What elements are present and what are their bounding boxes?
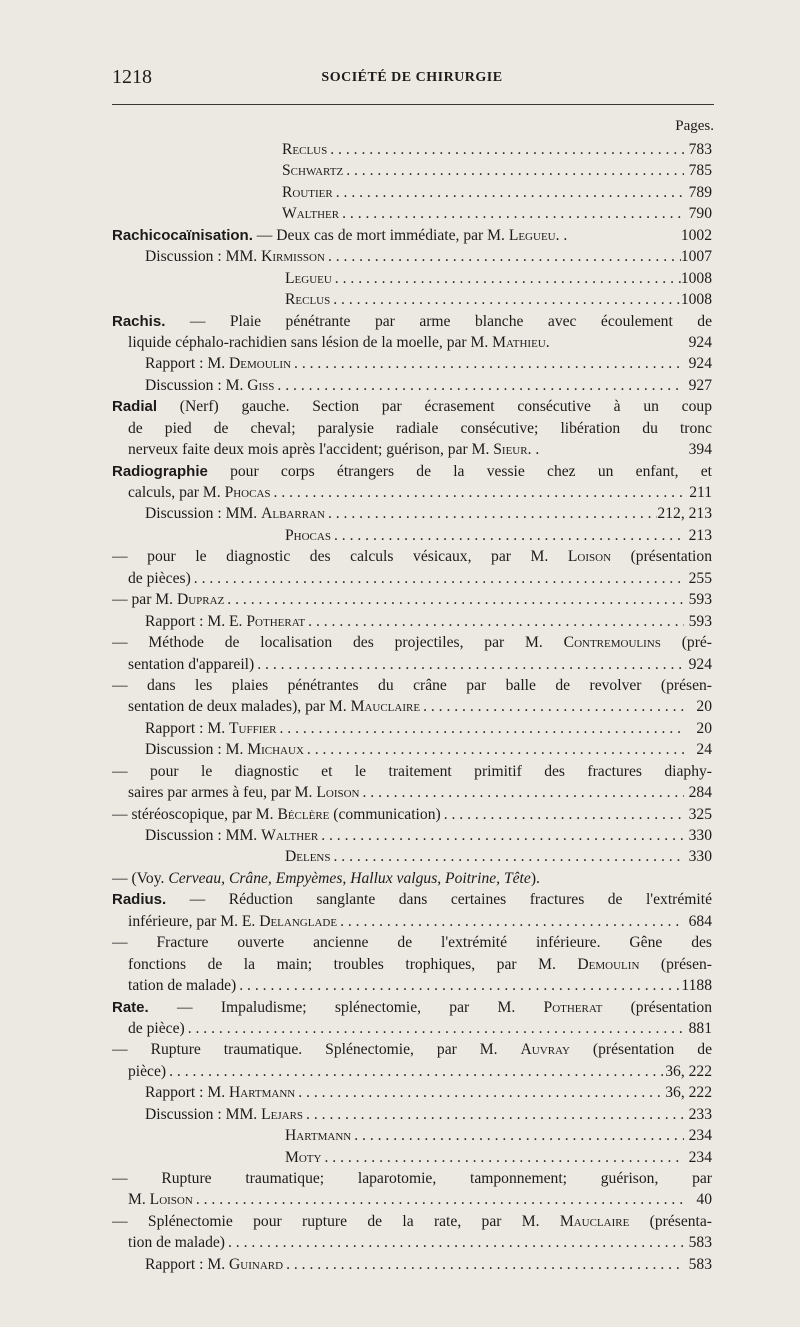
entry-fragment: Rapport : M. xyxy=(145,1255,230,1273)
dot-leader xyxy=(283,1254,684,1275)
entry-text xyxy=(282,139,327,160)
dot-leader xyxy=(359,782,684,803)
entry-fragment: (Nerf) gauche. Section par écrasement consécutive à un coup xyxy=(157,398,712,416)
dot-leader xyxy=(321,1147,684,1168)
index-text-line xyxy=(112,675,712,696)
entry-heading: Radiographie xyxy=(112,462,208,480)
author-name: Giss xyxy=(247,376,275,394)
entry-fragment: — stéréoscopique, par M. xyxy=(112,805,278,823)
author-name: Albarran xyxy=(261,505,325,523)
dot-leader xyxy=(224,589,684,610)
dot-leader xyxy=(274,375,684,396)
entry-fragment: tation de malade) xyxy=(128,977,237,995)
entry-text xyxy=(145,1254,283,1275)
index-text-line xyxy=(112,311,712,332)
author-name: Potherat xyxy=(543,998,603,1016)
entry-text xyxy=(282,203,339,224)
index-entry-line xyxy=(112,482,712,503)
entry-fragment: Discussion : MM. xyxy=(145,248,262,266)
entry-text xyxy=(145,503,325,524)
index-entry-line xyxy=(112,203,712,224)
pages-column-label: Pages. xyxy=(675,118,714,134)
page-number: 1218 xyxy=(112,66,152,88)
author-name: Mauclaire xyxy=(350,698,421,716)
author-name: Delens xyxy=(285,848,331,866)
entry-fragment: Discussion : M. xyxy=(145,376,248,394)
entry-fragment: tion de malade) xyxy=(128,1234,225,1252)
page-reference: 583 xyxy=(688,1255,712,1273)
entry-text xyxy=(145,1104,303,1125)
index-entry-line xyxy=(112,846,712,867)
index-text-line xyxy=(112,546,712,567)
page-reference: 212, 213 xyxy=(657,505,712,523)
index-entry-line xyxy=(112,975,712,996)
entry-fragment: . xyxy=(545,333,550,351)
entry-fragment: Rapport : M. xyxy=(145,355,230,373)
author-name: Mauclaire xyxy=(559,1212,630,1230)
entry-heading: Radial xyxy=(112,398,158,416)
entry-fragment: Rapport : M. xyxy=(145,1084,230,1102)
entry-text xyxy=(128,1061,166,1082)
entry-text xyxy=(285,525,331,546)
dot-leader xyxy=(327,139,684,160)
index-entry-line xyxy=(112,911,712,932)
index-entry-line xyxy=(112,182,712,203)
dot-leader xyxy=(225,1232,684,1253)
header-rule xyxy=(112,104,714,105)
author-name: Kirmisson xyxy=(261,248,325,266)
entry-text xyxy=(112,1041,712,1058)
index-text-line xyxy=(112,954,712,975)
page-reference: 325 xyxy=(688,805,712,823)
dot-leader xyxy=(295,1082,665,1103)
entry-text xyxy=(128,654,254,675)
author-name: Michaux xyxy=(247,741,304,759)
dot-leader xyxy=(351,1125,684,1146)
dot-leader xyxy=(305,611,684,632)
page-reference: 1008 xyxy=(680,291,712,309)
index-text-line xyxy=(112,997,712,1018)
dot-leader xyxy=(254,654,684,675)
dot-leader xyxy=(332,268,681,289)
entry-text xyxy=(112,763,712,780)
author-name: Potherat xyxy=(246,612,306,630)
index-entry-line xyxy=(112,1147,712,1168)
dot-leader xyxy=(339,203,684,224)
page-reference: 330 xyxy=(688,848,712,866)
entry-text xyxy=(128,782,359,803)
entry-text xyxy=(112,1213,712,1230)
index-entry-line xyxy=(112,739,712,760)
page-reference: 255 xyxy=(688,569,712,587)
entry-text xyxy=(128,439,539,460)
entry-fragment: calculs, par M. xyxy=(128,484,225,501)
entry-fragment: — pour le diagnostic et le traitement primitif des fractures diaphy- xyxy=(112,762,712,780)
index-entry-line xyxy=(112,804,712,825)
entry-fragment: — Réduction sanglante dans certaines fractures de l'extrémité xyxy=(166,891,712,909)
page-reference: 789 xyxy=(688,183,712,201)
index-entry-line xyxy=(112,611,712,632)
dot-leader xyxy=(441,804,684,825)
page-reference: 234 xyxy=(688,1148,712,1166)
entry-fragment: liquide céphalo-rachidien sans lésion de la moelle, par M. xyxy=(128,333,493,351)
author-name: Mathieu xyxy=(492,333,546,351)
entry-text xyxy=(112,891,712,908)
index-entry-line xyxy=(112,225,712,246)
entry-fragment: (présenta- xyxy=(629,1212,712,1230)
page-reference: 790 xyxy=(688,205,712,223)
page-reference: 284 xyxy=(688,784,712,802)
entry-fragment: de pied de cheval; paralysie radiale consécutive; libération du tronc xyxy=(128,419,712,437)
author-name: Demoulin xyxy=(577,955,640,973)
entry-fragment: (pré- xyxy=(660,634,712,652)
index-text-line xyxy=(112,1211,712,1232)
entry-text xyxy=(128,975,236,996)
index-entry-line xyxy=(112,1254,712,1275)
page-reference: 20 xyxy=(696,698,712,716)
index-entry-line xyxy=(112,1061,712,1082)
page-reference: 924 xyxy=(688,655,712,673)
index-entry-line xyxy=(112,246,712,267)
entry-text xyxy=(112,804,441,825)
author-name: Legueu xyxy=(508,226,556,244)
index-entry-line xyxy=(112,525,712,546)
entry-fragment: ). xyxy=(530,869,540,887)
index-entry-line xyxy=(112,439,712,460)
author-name: Hartmann xyxy=(229,1084,296,1102)
entry-text xyxy=(128,1018,185,1039)
entry-text xyxy=(282,160,343,181)
author-name: Legueu xyxy=(285,269,332,287)
index-text-line xyxy=(112,396,712,417)
entry-fragment: sentation d'appareil) xyxy=(128,655,255,673)
dot-leader xyxy=(330,846,684,867)
running-title: SOCIÉTÉ DE CHIRURGIE xyxy=(321,70,503,85)
author-name: Reclus xyxy=(285,291,331,309)
dot-leader xyxy=(236,975,681,996)
page-reference: 234 xyxy=(688,1127,712,1145)
index-entry-line xyxy=(112,353,712,374)
index-text-line xyxy=(112,868,712,889)
entry-fragment: — Méthode de localisation des projectiles, par M. xyxy=(112,634,564,652)
index-entry-line xyxy=(112,1232,712,1253)
entry-fragment: Discussion : MM. xyxy=(145,827,262,844)
entry-text xyxy=(128,696,420,717)
index-entry-line xyxy=(112,268,712,289)
index-entry-line xyxy=(112,825,712,846)
entry-heading: Rate. xyxy=(112,998,149,1016)
entry-text xyxy=(112,999,712,1016)
entry-text xyxy=(128,1232,225,1253)
page-reference: 24 xyxy=(696,741,712,759)
entry-fragment: Cerveau, Crâne, Empyèmes, Hallux valgus, Poitrine, Tête xyxy=(168,869,531,887)
entry-fragment: — dans les plaies pénétrantes du crâne par balle de revolver (présen- xyxy=(112,676,712,694)
entry-fragment: — Plaie pénétrante par arme blanche avec écoulement de xyxy=(165,312,712,330)
page-reference: 1008 xyxy=(680,269,712,287)
index-text-line xyxy=(112,632,712,653)
page-reference: 924 xyxy=(688,355,712,373)
author-name: Tuffier xyxy=(229,719,277,737)
author-name: Routier xyxy=(282,183,333,201)
page-reference: 881 xyxy=(688,1019,712,1037)
entry-text xyxy=(112,463,712,480)
index-entry-line xyxy=(112,160,712,181)
entry-text xyxy=(285,1147,321,1168)
entry-text xyxy=(145,611,305,632)
page-reference: 583 xyxy=(688,1234,712,1252)
page-reference: 211 xyxy=(689,484,712,501)
author-name: Hartmann xyxy=(285,1127,352,1145)
page-reference: 927 xyxy=(688,376,712,394)
entry-fragment: — (Voy. xyxy=(112,869,169,887)
author-name: Auvray xyxy=(520,1041,570,1059)
index-entry-line xyxy=(112,1125,712,1146)
author-name: Dupraz xyxy=(176,591,225,609)
author-name: Phocas xyxy=(224,484,271,501)
entry-fragment: saires par armes à feu, par M. xyxy=(128,784,317,802)
author-name: Lejars xyxy=(261,1105,304,1123)
dot-leader xyxy=(318,825,684,846)
entry-text xyxy=(145,1082,295,1103)
entry-text xyxy=(112,398,712,415)
entry-fragment: M. xyxy=(128,1191,150,1209)
entry-text xyxy=(112,548,712,565)
page-reference: 394 xyxy=(688,441,712,459)
dot-leader xyxy=(276,718,684,739)
author-name: Schwartz xyxy=(282,162,344,180)
entry-fragment: Discussion : M. xyxy=(145,741,248,759)
index-entry-line xyxy=(112,139,712,160)
entry-fragment: (présentation de xyxy=(569,1041,712,1059)
entry-fragment: de pièce) xyxy=(128,1019,185,1037)
author-name: Walther xyxy=(282,205,340,223)
page-reference: 36, 222 xyxy=(665,1084,712,1102)
author-name: Contremoulins xyxy=(563,634,661,652)
entry-fragment: — Rupture traumatique. Splénectomie, par M. xyxy=(112,1041,521,1059)
entry-fragment: (présentation xyxy=(602,998,712,1016)
page-reference: 593 xyxy=(688,591,712,609)
index-text-line xyxy=(112,761,712,782)
entry-fragment: Rapport : M. E. xyxy=(145,612,247,630)
page-reference: 684 xyxy=(688,912,712,930)
entry-text xyxy=(112,934,712,951)
dot-leader xyxy=(166,1061,665,1082)
entry-fragment: — Fracture ouverte ancienne de l'extrémité inférieure. Gêne des xyxy=(112,934,712,952)
entry-fragment: — par M. xyxy=(112,591,177,609)
dot-leader xyxy=(420,696,684,717)
entry-text xyxy=(112,870,540,887)
dot-leader xyxy=(331,525,684,546)
entry-heading: Radius. xyxy=(112,891,167,909)
entry-fragment: fonctions de la main; troubles trophiques, par M. xyxy=(128,955,578,973)
page-reference: 924 xyxy=(688,333,712,351)
dot-leader xyxy=(185,1018,684,1039)
entry-text xyxy=(145,353,291,374)
entry-text xyxy=(128,420,712,437)
page-reference: 593 xyxy=(688,612,712,630)
entry-text xyxy=(128,332,550,353)
index-entry-line xyxy=(112,654,712,675)
entry-text xyxy=(128,482,271,503)
entry-text xyxy=(285,1125,351,1146)
index-entry-line xyxy=(112,1104,712,1125)
author-name: Sieur xyxy=(493,441,528,459)
entry-fragment: . . xyxy=(527,441,540,459)
entry-fragment: — Rupture traumatique; laparotomie, tamponnement; guérison, par xyxy=(112,1170,712,1187)
index-text-line xyxy=(112,1168,712,1189)
dot-leader xyxy=(330,289,681,310)
entry-text xyxy=(112,1170,712,1187)
page-reference: 785 xyxy=(688,162,712,180)
entry-text xyxy=(128,568,191,589)
author-name: Walther xyxy=(261,827,319,844)
entry-text xyxy=(112,225,567,246)
page-reference: 40 xyxy=(696,1191,712,1209)
index-text-line xyxy=(112,461,712,482)
page-reference: 1188 xyxy=(681,977,712,995)
entry-text xyxy=(112,677,712,694)
page-reference: 36, 222 xyxy=(665,1062,712,1080)
author-name: Guinard xyxy=(229,1255,284,1273)
entry-fragment: (communication) xyxy=(329,805,441,823)
dot-leader xyxy=(271,482,684,503)
author-name: Loison xyxy=(316,784,360,802)
entry-text xyxy=(145,739,304,760)
entry-fragment: Rapport : M. xyxy=(145,719,230,737)
entry-fragment: de pièces) xyxy=(128,569,191,587)
author-name: Loison xyxy=(149,1191,193,1209)
index-entry-line xyxy=(112,503,712,524)
entry-fragment: — Impaludisme; splénectomie, par M. xyxy=(148,998,544,1016)
entry-fragment: sentation de deux malades), par M. xyxy=(128,698,351,716)
running-header xyxy=(112,66,712,92)
entry-heading: Rachicocaïnisation. xyxy=(112,226,253,244)
index-entry-line xyxy=(112,1082,712,1103)
entry-fragment: pièce) xyxy=(128,1062,167,1080)
entry-text xyxy=(285,846,330,867)
dot-leader xyxy=(304,739,684,760)
entry-text xyxy=(112,634,712,651)
dot-leader xyxy=(343,160,684,181)
author-name: Reclus xyxy=(282,141,328,158)
entry-text xyxy=(128,911,337,932)
entry-fragment: Discussion : MM. xyxy=(145,1105,262,1123)
index-entry-line xyxy=(112,1189,712,1210)
index-text-line xyxy=(112,889,712,910)
page-reference: 233 xyxy=(688,1105,712,1123)
entry-fragment: nerveux faite deux mois après l'accident; guérison, par M. xyxy=(128,441,494,459)
index-entry-line xyxy=(112,289,712,310)
entry-heading: Rachis. xyxy=(112,312,166,330)
entry-text xyxy=(112,313,712,330)
index-entry-line xyxy=(112,1018,712,1039)
index-entry-line xyxy=(112,375,712,396)
dot-leader xyxy=(337,911,684,932)
page-reference: 330 xyxy=(688,827,712,844)
dot-leader xyxy=(325,246,681,267)
entry-text xyxy=(112,589,224,610)
index-entry-line xyxy=(112,568,712,589)
index-text-line xyxy=(112,418,712,439)
entry-text xyxy=(282,182,333,203)
entry-text xyxy=(145,825,318,846)
entry-text xyxy=(145,246,325,267)
dot-leader xyxy=(291,353,684,374)
index-entry-line xyxy=(112,718,712,739)
index-body xyxy=(112,139,712,1275)
page-reference: 1002 xyxy=(680,226,712,244)
entry-fragment: — Deux cas de mort immédiate, par M. xyxy=(252,226,509,244)
author-name: Demoulin xyxy=(229,355,292,373)
entry-text xyxy=(285,289,330,310)
entry-fragment: (présen- xyxy=(639,955,712,973)
page-reference: 1007 xyxy=(680,248,712,266)
index-entry-line xyxy=(112,589,712,610)
index-entry-line xyxy=(112,696,712,717)
entry-fragment: inférieure, par M. E. xyxy=(128,912,260,930)
entry-text xyxy=(285,268,332,289)
dot-leader xyxy=(193,1189,684,1210)
dot-leader xyxy=(191,568,684,589)
entry-fragment: pour corps étrangers de la vessie chez un enfant, et xyxy=(207,462,712,480)
author-name: Loison xyxy=(567,548,612,566)
entry-fragment: (présentation xyxy=(611,548,712,566)
index-entry-line xyxy=(112,782,712,803)
entry-fragment: . . xyxy=(555,226,568,244)
dot-leader xyxy=(325,503,657,524)
author-name: Phocas xyxy=(285,526,331,544)
entry-fragment: Discussion : MM. xyxy=(145,505,262,523)
entry-fragment: — pour le diagnostic des calculs vésicaux, par M. xyxy=(112,548,568,566)
page-reference: 783 xyxy=(688,141,712,158)
author-name: Moty xyxy=(285,1148,322,1166)
index-text-line xyxy=(112,932,712,953)
index-entry-line xyxy=(112,332,712,353)
author-name: Delanglade xyxy=(259,912,338,930)
page-reference: 213 xyxy=(688,526,712,544)
entry-text xyxy=(145,375,274,396)
index-text-line xyxy=(112,1039,712,1060)
dot-leader xyxy=(333,182,684,203)
entry-text xyxy=(145,718,276,739)
entry-fragment: — Splénectomie pour rupture de la rate, par M. xyxy=(112,1212,560,1230)
page-reference: 20 xyxy=(696,719,712,737)
entry-text xyxy=(128,956,712,973)
dot-leader xyxy=(303,1104,684,1125)
author-name: Béclère xyxy=(277,805,330,823)
entry-text xyxy=(128,1189,193,1210)
